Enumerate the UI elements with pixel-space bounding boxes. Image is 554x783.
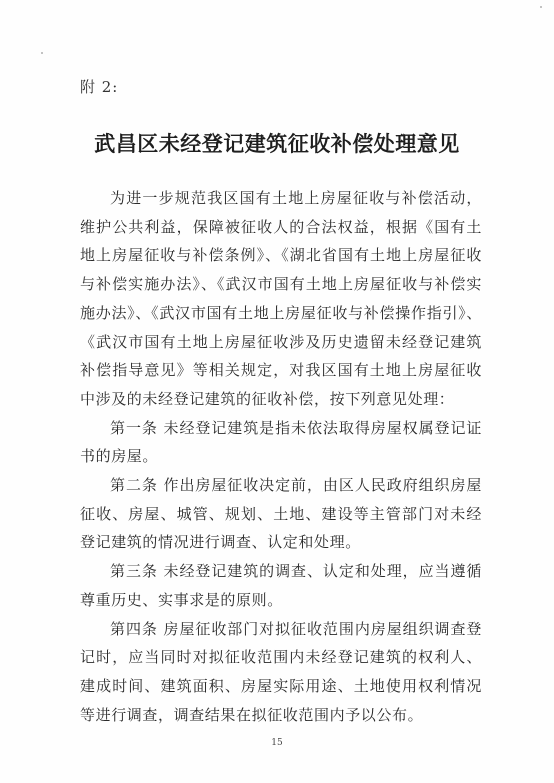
body-paragraph-intro: 为进一步规范我区国有土地上房屋征收与补偿活动，维护公共利益，保障被征收人的合法权益，根据《国有土地上房屋征收与补偿条例》、《湖北省国有土地上房屋征收与补偿实施办法》、《武汉市国有土地上房屋征收与补偿实施办法》、《武汉市国有土地上房屋征收与补偿操作指引》、《武汉市国有土地上房屋征收涉及历史遗留未经登记建筑补偿指导意见》等相关规定，对我区国有土地上房屋征收中涉及的未经登记建筑的征收补偿，按下列意见处理：	[80, 189, 482, 408]
attachment-label: 附 2:	[80, 78, 119, 96]
document-body	[80, 184, 482, 729]
scan-speck	[41, 52, 43, 54]
page-number: 15	[271, 738, 283, 748]
body-paragraph-article-1: 第一条 未经登记建筑是指未依法取得房屋权属登记证书的房屋。	[80, 418, 482, 466]
body-paragraph-article-3: 第三条 未经登记建筑的调查、认定和处理，应当遵循尊重历史、实事求是的原则。	[80, 562, 482, 609]
body-paragraph-article-4: 第四条 房屋征收部门对拟征收范围内房屋组织调查登记时，应当同时对拟征收范围内未经登记建筑的权利人、建成时间、建筑面积、房屋实际用途、土地使用权利情况等进行调查，调查结果在拟征收范围内予以公布。	[80, 619, 482, 724]
document-title: 武昌区未经登记建筑征收补偿处理意见	[94, 132, 460, 156]
scan-speck	[540, 6, 542, 8]
body-paragraph-article-2: 第二条 作出房屋征收决定前，由区人民政府组织房屋征收、房屋、城管、规划、土地、建设等主管部门对未经登记建筑的情况进行调查、认定和处理。	[80, 476, 482, 552]
